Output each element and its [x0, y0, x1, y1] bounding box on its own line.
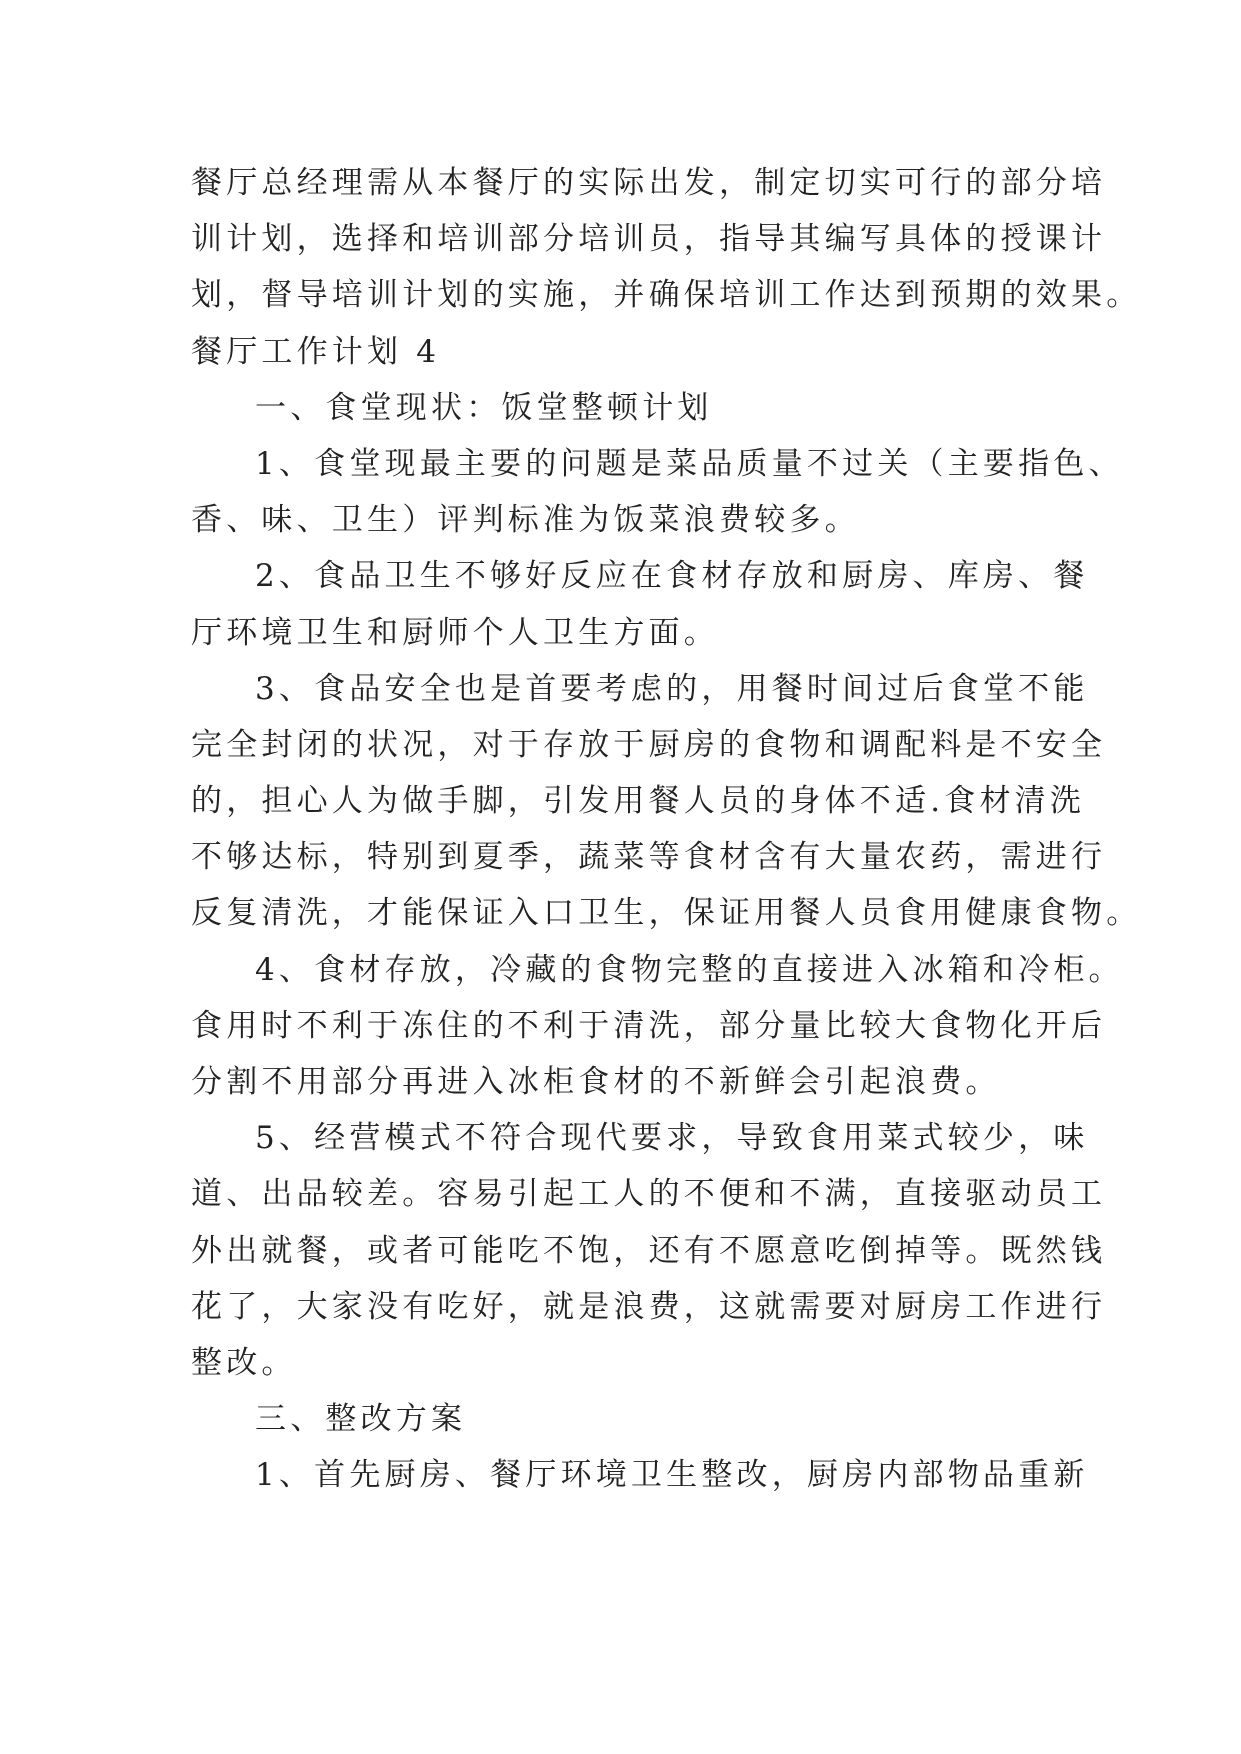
text-line: 餐厅总经理需从本餐厅的实际出发，制定切实可行的部分培 [191, 165, 1107, 201]
text-line: 分割不用部分再进入冰柜食材的不新鲜会引起浪费。 [191, 1064, 1001, 1100]
text-line: 花了，大家没有吃好，就是浪费，这就需要对厨房工作进行 [191, 1288, 1107, 1325]
text-line: 道、出品较差。容易引起工人的不便和不满，直接驱动员工 [191, 1176, 1107, 1213]
text-line: 厅环境卫生和厨师个人卫生方面。 [191, 614, 719, 651]
text-line: 外出就餐，或者可能吃不饱，还有不愿意吃倒掉等。既然钱 [191, 1232, 1107, 1269]
text-line: 1、食堂现最主要的问题是菜品质量不过关（主要指色、 [255, 445, 1124, 482]
section-heading: 一、食堂现状：饭堂整顿计划 [255, 389, 713, 426]
text-line: 整改。 [191, 1344, 297, 1381]
text-line: 划，督导培训计划的实施，并确保培训工作达到预期的效果。 [191, 277, 1142, 314]
text-line: 1、首先厨房、餐厅环境卫生整改，厨房内部物品重新 [255, 1457, 1089, 1494]
text-line: 不够达标，特别到夏季，蔬菜等食材含有大量农药，需进行 [191, 839, 1107, 876]
text-line: 食用时不利于冻住的不利于清洗，部分量比较大食物化开后 [191, 1007, 1107, 1044]
text-line: 3、食品安全也是首要考虑的，用餐时间过后食堂不能 [255, 670, 1089, 707]
section-title: 餐厅工作计划 4 [191, 333, 441, 370]
text-line: 香、味、卫生）评判标准为饭菜浪费较多。 [191, 502, 860, 539]
text-line: 训计划，选择和培训部分培训员，指导其编写具体的授课计 [191, 221, 1107, 258]
section-heading: 三、整改方案 [255, 1401, 467, 1438]
text-line: 2、食品卫生不够好反应在食材存放和厨房、库房、餐 [255, 558, 1089, 595]
document-body [191, 155, 1142, 1504]
text-line: 完全封闭的状况，对于存放于厨房的食物和调配料是不安全 [191, 726, 1107, 763]
text-line: 的，担心人为做手脚，引发用餐人员的身体不适.食材清洗 [191, 783, 1086, 820]
text-line: 5、经营模式不符合现代要求，导致食用菜式较少，味 [255, 1120, 1089, 1157]
text-line: 反复清洗，才能保证入口卫生，保证用餐人员食用健康食物。 [191, 895, 1142, 932]
text-line: 4、食材存放，冷藏的食物完整的直接进入冰箱和冷柜。 [255, 951, 1124, 988]
